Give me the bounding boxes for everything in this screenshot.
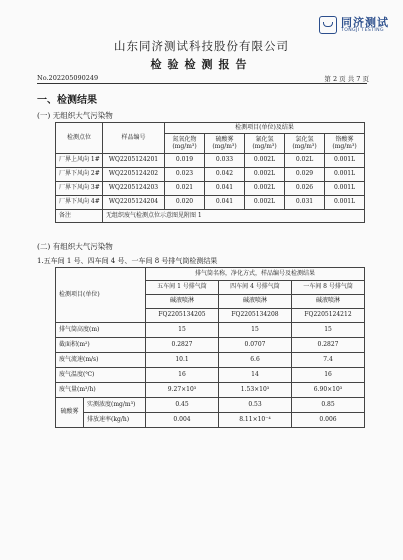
stack-name: 一车间 8 号排气筒 [292,281,365,295]
logo-text: 同济测试 [341,15,389,29]
logo-mark-icon [319,16,337,34]
sample-id: FQ2205124212 [292,309,365,323]
subsection-title-unorganized: (一) 无组织大气污染物 [37,111,113,120]
page-number: 第 2 页 共 7 页 [324,75,369,83]
purification-method: 碱液喷淋 [292,295,365,309]
note-row [56,210,365,223]
purification-method: 碱液喷淋 [146,295,219,309]
table-row: 厂界下风向 4# WQ2205124204 0.020 0.041 0.002L 0.031 0.001L [56,196,365,210]
header-item: 氯化氢 (mg/m³) [285,134,325,154]
header-sample: 样品编号 [103,123,165,154]
note-text: 无组织废气检测点位示意图见附图 1 [103,210,365,223]
table-row: 硫酸雾 实测浓度(mg/m³) 0.45 0.53 0.85 [56,398,365,413]
header-item: 铬酸雾 (mg/m³) [325,134,365,154]
subsection-title-organized: (二) 有组织大气污染物 [37,242,113,251]
header-point: 检测点位 [56,123,103,154]
table-row: 截面积(m²) 0.2827 0.0707 0.2827 [56,338,365,353]
table-row: 废气量(m³/h) 9.27×10³ 1.53×10³ 6.90×10³ [56,383,365,398]
stack-name: 五车间 1 号排气筒 [146,281,219,295]
table-row: 废气流速(m/s) 10.1 6.6 7.4 [56,353,365,368]
header-items-group: 检测项目(单位)及结果 [165,123,365,134]
table-row: 厂界下风向 2# WQ2205124202 0.023 0.042 0.002L 0.029 0.001L [56,168,365,182]
header-divider [37,83,367,84]
company-name: 山东同济测试科技股份有限公司 [114,39,289,53]
header-item: 检测项目(单位) [56,268,146,323]
stack-name: 四车间 4 号排气筒 [219,281,292,295]
table-row: 厂界下风向 3# WQ2205124203 0.021 0.041 0.002L 0.026 0.001L [56,182,365,196]
table-row: 排气筒高度(m) 15 15 15 [56,323,365,338]
organized-emissions-table [55,267,365,428]
acid-mist-label: 硫酸雾 [56,398,84,428]
report-number: No.202205090249 [37,74,99,82]
logo-subtext: TONGJI TESTING [341,27,384,33]
unorganized-emissions-table [55,122,365,223]
purification-method: 碱液喷淋 [219,295,292,309]
header-stack-group: 排气筒名称，净化方式，样品编号及检测结果 [146,268,365,281]
company-logo [319,16,389,34]
sample-id: FQ2205134205 [146,309,219,323]
report-title: 检验检测报告 [150,58,253,71]
note-label: 备注 [56,210,103,223]
subsection-subtitle: 1.五车间 1 号、四车间 4 号、一车间 8 号排气筒检测结果 [37,257,218,265]
section-title: 一、检测结果 [37,95,97,106]
header-item: 氰化氢 (mg/m³) [245,134,285,154]
table-row: 厂界上风向 1# WQ2205124201 0.019 0.033 0.002L 0.02L 0.001L [56,154,365,168]
header-item: 氮氧化物 (mg/m³) [165,134,205,154]
sample-id: FQ2205134208 [219,309,292,323]
header-item: 硫酸雾 (mg/m³) [205,134,245,154]
table-row: 排放速率(kg/h) 0.004 8.11×10⁻⁴ 0.006 [56,413,365,428]
table-row: 废气温度(℃) 16 14 16 [56,368,365,383]
